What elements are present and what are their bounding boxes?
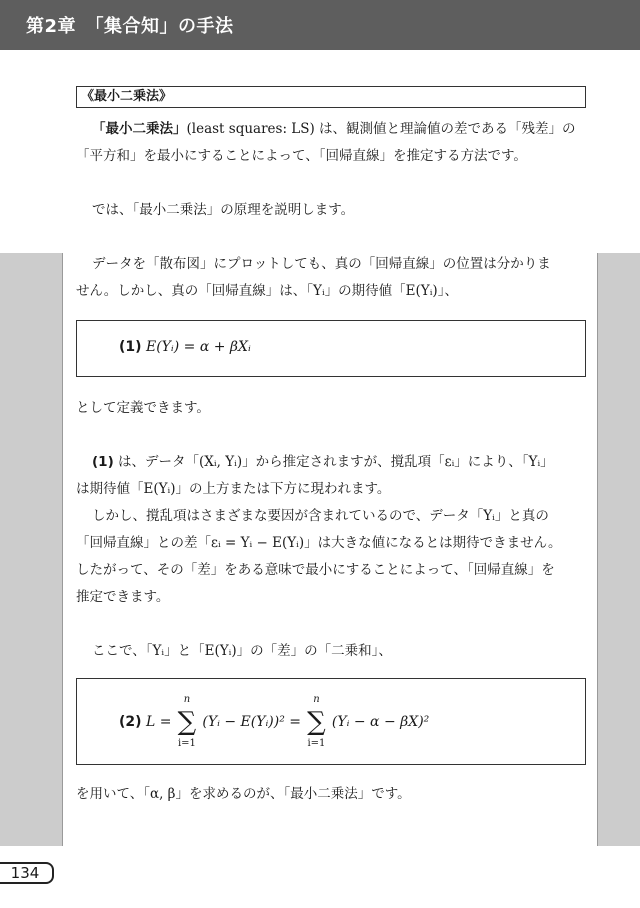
sum1-upper: n <box>183 694 191 705</box>
para5-line1 <box>92 449 554 476</box>
term-least-squares: 「最小二乗法」 <box>92 121 187 137</box>
para6-line4: 推定できます。 <box>76 589 170 605</box>
para8-line1: を用いて、「α, β」を求めるのが、「最小二乗法」です。 <box>76 786 411 802</box>
para1-line1 <box>92 116 576 143</box>
equation2-term1: (Yᵢ − E(Yᵢ))² = <box>202 714 301 730</box>
summation-symbol-2: ∑ n i=1 <box>305 709 327 735</box>
para5-line1-text: は、データ「(Xᵢ, Yᵢ)」から推定されますが、撹乱項「εᵢ」により、「Yᵢ」 <box>113 454 554 470</box>
para6-line1: しかし、撹乱項はさまざまな要因が含まれているので、データ「Yᵢ」と真の <box>92 508 549 524</box>
page-number: 134 <box>0 862 54 884</box>
section-heading: 《最小二乗法》 <box>76 86 586 108</box>
para6-line2: 「回帰直線」との差「εᵢ = Yᵢ − E(Yᵢ)」は大きな値になるとは期待できません。 <box>76 535 562 551</box>
equation1-box <box>76 320 586 377</box>
left-margin-band <box>0 253 62 846</box>
para4-line1: として定義できます。 <box>76 400 210 416</box>
para1-line2: 「平方和」を最小にすることによって、「回帰直線」を推定する方法です。 <box>76 148 527 164</box>
equation2 <box>119 694 430 749</box>
para7-line1: ここで、「Yᵢ」と「E(Yᵢ)」の「差」の「二乗和」、 <box>92 643 392 659</box>
para3-line2: せん。しかし、真の「回帰直線」は、「Yᵢ」の期待値「E(Yᵢ)」、 <box>76 283 458 299</box>
para2-line1: では、「最小二乗法」の原理を説明します。 <box>92 202 355 218</box>
sum1-lower: i=1 <box>177 738 196 749</box>
equation2-label: (2) <box>119 714 142 730</box>
equation2-lhs: L = <box>146 714 172 730</box>
equation2-term2: (Yᵢ − α − βX)² <box>331 714 430 730</box>
para5-label: (1) <box>92 454 114 470</box>
equation2-box <box>76 678 586 765</box>
right-margin-band <box>598 253 640 846</box>
summation-symbol-1: ∑ n i=1 <box>176 709 198 735</box>
equation1-label: (1) <box>119 339 142 355</box>
sum2-upper: n <box>313 694 320 705</box>
para6-line3: したがって、その「差」をある意味で最小にすることによって、「回帰直線」を <box>76 562 555 578</box>
para3-line1: データを「散布図」にプロットしても、真の「回帰直線」の位置は分かりま <box>92 256 551 272</box>
para1-line1-text: (least squares: LS) は、観測値と理論値の差である「残差」の <box>186 121 576 137</box>
chapter-title: 第2章 「集合知」の手法 <box>26 16 234 37</box>
para5-line2: は期待値「E(Yᵢ)」の上方または下方に現われます。 <box>76 481 391 497</box>
chapter-header <box>0 0 640 50</box>
equation1-formula: E(Yᵢ) = α + βXᵢ <box>146 339 251 355</box>
equation1 <box>119 339 251 355</box>
sum2-lower: i=1 <box>307 738 326 749</box>
